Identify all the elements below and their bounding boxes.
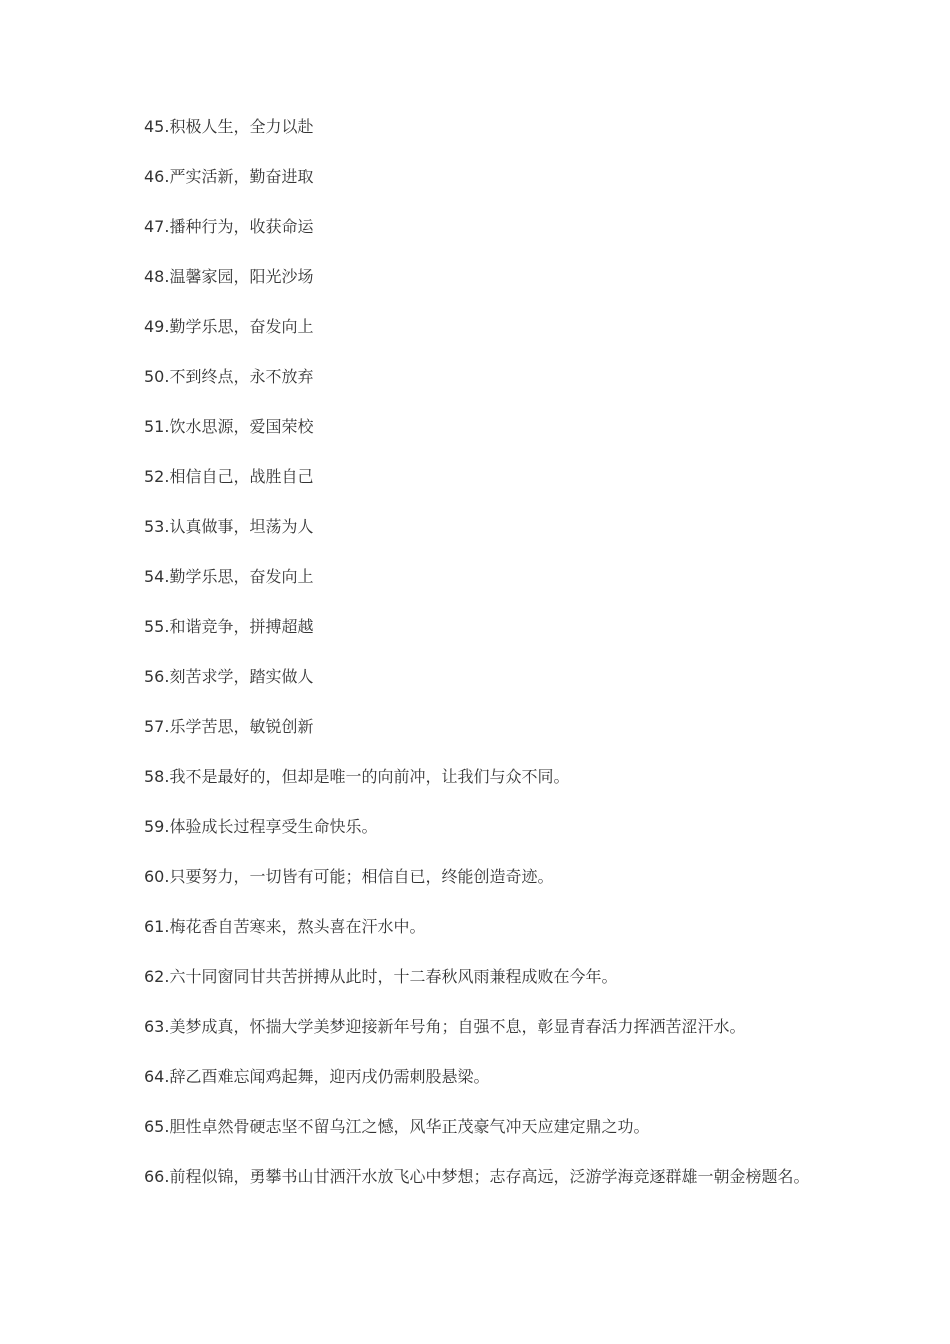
list-item: 52.相信自己，战胜自己 xyxy=(144,467,314,486)
list-item: 64.辞乙酉难忘闻鸡起舞，迎丙戌仍需刺股悬梁。 xyxy=(144,1067,490,1086)
list-item: 55.和谐竞争，拼搏超越 xyxy=(144,617,314,636)
list-item: 57.乐学苦思，敏锐创新 xyxy=(144,717,314,736)
list-item: 53.认真做事，坦荡为人 xyxy=(144,517,314,536)
list-item: 61.梅花香自苦寒来，熬头喜在汗水中。 xyxy=(144,917,426,936)
list-item: 45.积极人生，全力以赴 xyxy=(144,117,314,136)
list-item: 58.我不是最好的，但却是唯一的向前冲，让我们与众不同。 xyxy=(144,767,570,786)
list-item: 59.体验成长过程享受生命快乐。 xyxy=(144,817,378,836)
list-item: 46.严实活新，勤奋进取 xyxy=(144,167,314,186)
list-item: 51.饮水思源，爱国荣校 xyxy=(144,417,314,436)
list-item: 66.前程似锦，勇攀书山甘洒汗水放飞心中梦想；志存高远，泛游学海竞逐群雄一朝金榜题名。 xyxy=(144,1167,810,1186)
list-item: 54.勤学乐思，奋发向上 xyxy=(144,567,314,586)
list-item: 47.播种行为，收获命运 xyxy=(144,217,314,236)
list-item: 63.美梦成真，怀揣大学美梦迎接新年号角；自强不息，彰显青春活力挥洒苦涩汗水。 xyxy=(144,1017,746,1036)
list-item: 50.不到终点，永不放弃 xyxy=(144,367,314,386)
list-item: 48.温馨家园，阳光沙场 xyxy=(144,267,314,286)
slogan-list xyxy=(144,114,814,1214)
list-item: 60.只要努力，一切皆有可能；相信自已，终能创造奇迹。 xyxy=(144,867,554,886)
list-item: 62.六十同窗同甘共苦拼搏从此时，十二春秋风雨兼程成败在今年。 xyxy=(144,967,618,986)
list-item: 65.胆性卓然骨硬志坚不留乌江之憾，风华正茂豪气冲天应建定鼎之功。 xyxy=(144,1117,650,1136)
list-item: 49.勤学乐思，奋发向上 xyxy=(144,317,314,336)
list-item: 56.刻苦求学，踏实做人 xyxy=(144,667,314,686)
